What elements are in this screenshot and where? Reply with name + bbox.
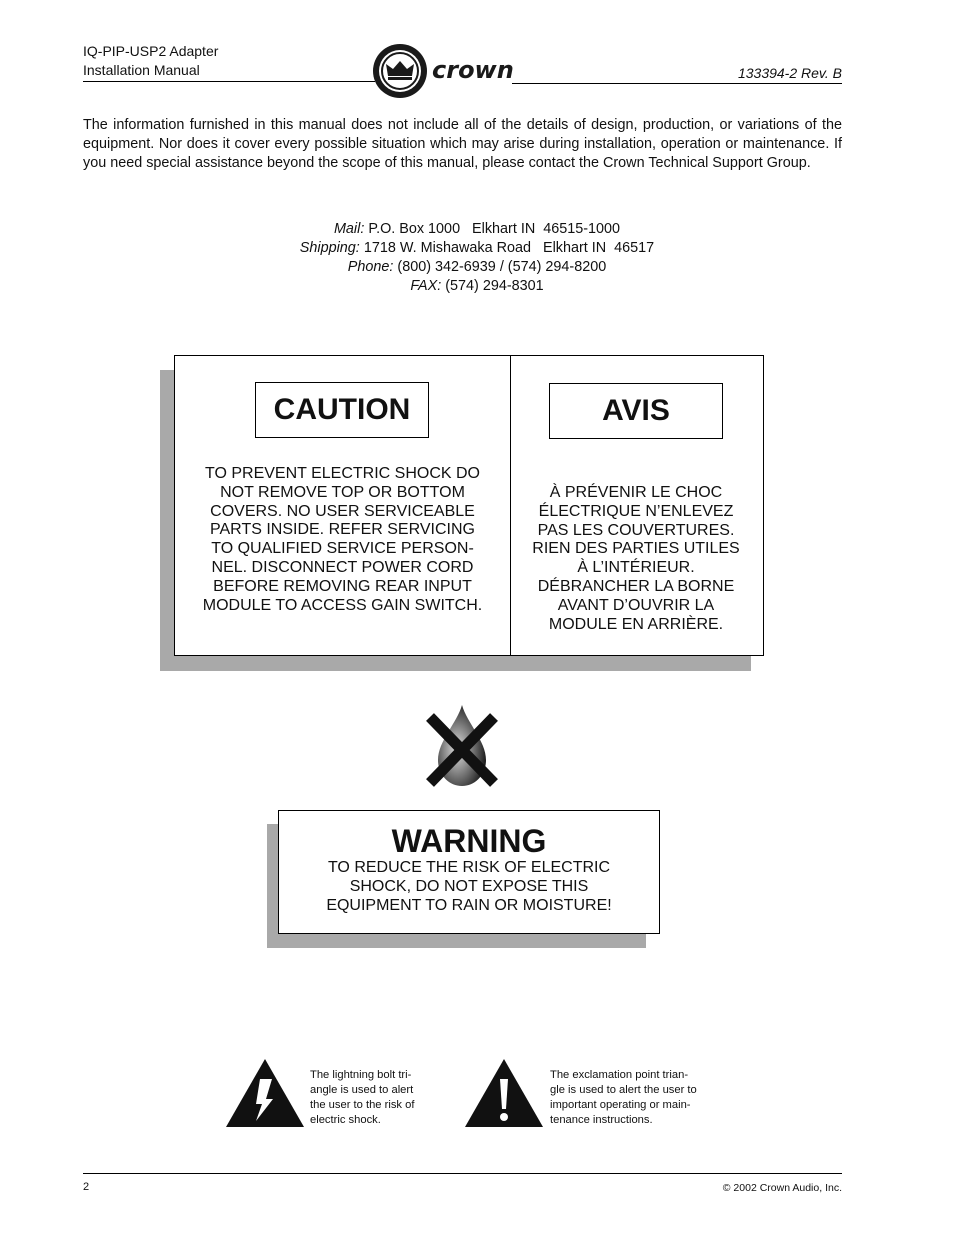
caution-line: BEFORE REMOVING REAR INPUT xyxy=(213,577,472,595)
caution-line: NEL. DISCONNECT POWER CORD xyxy=(211,558,474,576)
document-type: Installation Manual xyxy=(83,62,200,78)
copyright: © 2002 Crown Audio, Inc. xyxy=(722,1182,842,1194)
lightning-line: angle is used to alert xyxy=(310,1084,414,1096)
footer-rule xyxy=(83,1173,842,1174)
warning-title: WARNING xyxy=(391,823,547,859)
avis-line: À L’INTÉRIEUR. xyxy=(577,559,695,577)
exclamation-line: gle is used to alert the user to xyxy=(550,1084,697,1096)
lightning-symbol-text xyxy=(310,1068,440,1128)
warning-line: TO REDUCE THE RISK OF ELECTRIC xyxy=(327,859,611,876)
warning-text xyxy=(290,858,648,915)
lightning-triangle-icon xyxy=(226,1059,304,1127)
exclamation-line: tenance instructions. xyxy=(550,1114,653,1126)
header-rule-right xyxy=(512,83,842,84)
intro-paragraph: The information furnished in this manual does not include all of the details of design, production, or variations of the equipment. Nor does it cover every possible situation which may arise during installation, operation or maintenance. If you need special assistance beyond the scope of this manual, please contact the Crown Technical Support Group. xyxy=(83,117,842,171)
no-water-drop-icon xyxy=(424,703,500,789)
warning-line: SHOCK, DO NOT EXPOSE THIS xyxy=(349,878,589,895)
caution-text xyxy=(185,465,500,615)
caution-avis-divider xyxy=(510,355,511,656)
shipping-label: Shipping: xyxy=(299,240,360,256)
logo-wordmark: crown xyxy=(432,56,514,84)
avis-line: ÉLECTRIQUE N’ENLEVEZ xyxy=(538,502,734,520)
exclamation-line: important operating or main- xyxy=(550,1099,691,1111)
crown-icon xyxy=(373,44,427,98)
caution-line: PARTS INSIDE. REFER SERVICING xyxy=(210,521,475,539)
caution-line: TO PREVENT ELECTRIC SHOCK DO xyxy=(204,465,480,482)
avis-line: RIEN DES PARTIES UTILES xyxy=(532,540,740,558)
exclamation-line: The exclamation point trian- xyxy=(550,1069,689,1081)
avis-line: À PRÉVENIR LE CHOC xyxy=(549,484,723,501)
avis-text xyxy=(516,484,756,634)
contact-mail xyxy=(200,220,754,239)
contact-fax xyxy=(200,277,754,296)
lightning-line: electric shock. xyxy=(310,1114,381,1126)
caution-line: MODULE TO ACCESS GAIN SWITCH. xyxy=(202,596,483,614)
caution-line: COVERS. NO USER SERVICEABLE xyxy=(210,502,475,520)
contact-shipping xyxy=(200,239,754,258)
phone-label: Phone: xyxy=(347,259,394,275)
header-left xyxy=(83,42,218,80)
header-rule-left xyxy=(83,81,375,82)
mail-value: P.O. Box 1000 Elkhart IN 46515-1000 xyxy=(368,221,621,237)
lightning-line: the user to the risk of xyxy=(310,1099,415,1111)
avis-line: PAS LES COUVERTURES. xyxy=(537,521,735,539)
avis-line: MODULE EN ARRIÈRE. xyxy=(548,615,724,633)
avis-title: AVIS xyxy=(549,383,723,439)
mail-label: Mail: xyxy=(333,221,365,237)
exclamation-triangle-icon xyxy=(465,1059,543,1127)
contact-phone xyxy=(200,258,754,277)
caution-title: CAUTION xyxy=(255,382,429,438)
document-number: 133394-2 Rev. B xyxy=(737,65,842,81)
lightning-line: The lightning bolt tri- xyxy=(310,1069,412,1081)
contact-block xyxy=(200,220,754,296)
avis-line: AVANT D’OUVRIR LA xyxy=(557,596,715,614)
shipping-value: 1718 W. Mishawaka Road Elkhart IN 46517 xyxy=(363,240,655,256)
crown-logo xyxy=(372,43,552,99)
fax-label: FAX: xyxy=(410,278,442,294)
caution-line: TO QUALIFIED SERVICE PERSON- xyxy=(211,540,474,558)
avis-line: DÉBRANCHER LA BORNE xyxy=(537,577,735,595)
product-name: IQ-PIP-USP2 Adapter xyxy=(83,43,219,59)
page-number: 2 xyxy=(83,1181,90,1193)
fax-value: (574) 294-8301 xyxy=(445,278,544,294)
exclamation-symbol-text xyxy=(550,1068,730,1128)
warning-line: EQUIPMENT TO RAIN OR MOISTURE! xyxy=(326,897,612,914)
caution-line: NOT REMOVE TOP OR BOTTOM xyxy=(220,483,465,501)
phone-value: (800) 342-6939 / (574) 294-8200 xyxy=(397,259,607,275)
